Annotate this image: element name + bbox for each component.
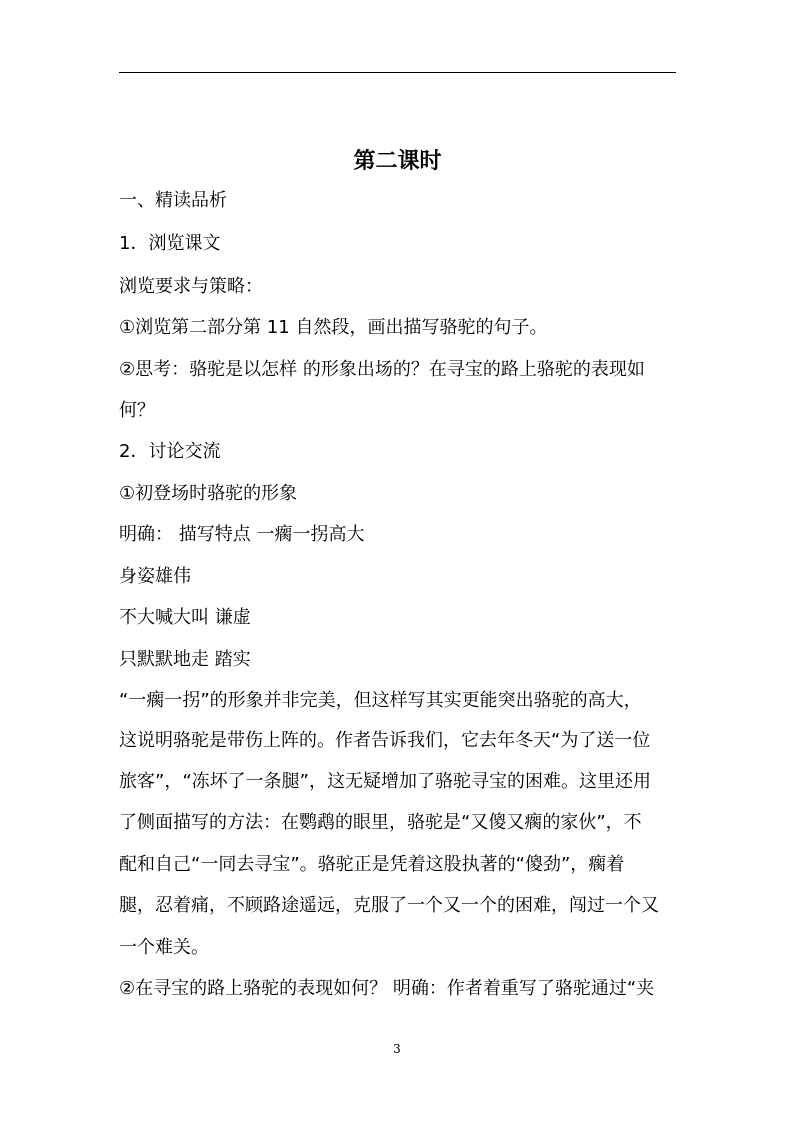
text-line: 明确： 描写特点 一瘸一拐高大 xyxy=(119,524,365,545)
text-line: “一瘸一拐”的形象并非完美，但这样写其实更能突出骆驼的高大， xyxy=(119,690,642,711)
step-heading-2: 2．讨论交流 xyxy=(119,441,221,462)
text-line: 不大喊大叫 谦虚 xyxy=(119,607,251,628)
text-line: ②思考：骆驼是以怎样 的形象出场的？在寻宝的路上骆驼的表现如 xyxy=(119,359,645,380)
text-line: 这说明骆驼是带伤上阵的。作者告诉我们，它去年冬天“为了送一位 xyxy=(119,730,651,751)
text-line: 配和自己“一同去寻宝”。骆驼正是凭着这股执著的“傻劲”，瘸着 xyxy=(119,854,625,875)
page-number: 3 xyxy=(393,1042,401,1056)
header-rule xyxy=(119,72,676,73)
text-line: 一个难关。 xyxy=(119,937,209,958)
text-line: 腿，忍着痛，不顾路途遥远，克服了一个又一个的困难，闯过一个又 xyxy=(119,895,659,916)
text-line: 只默默地走 踏实 xyxy=(119,649,251,670)
text-line: 旅客”，“冻坏了一条腿”，这无疑增加了骆驼寻宝的困难。这里还用 xyxy=(119,771,651,792)
text-line: 何？ xyxy=(119,400,155,421)
page-title: 第二课时 xyxy=(353,148,442,174)
step-heading-1: 1．浏览课文 xyxy=(119,233,221,254)
text-line: ①初登场时骆驼的形象 xyxy=(119,483,298,504)
section-heading: 一、精读品析 xyxy=(119,190,227,211)
text-line: 浏览要求与策略： xyxy=(119,276,263,297)
text-line: 了侧面描写的方法：在鹦鹉的眼里，骆驼是“又傻又瘸的家伙”，不 xyxy=(119,812,642,833)
text-line: ①浏览第二部分第 11 自然段，画出描写骆驼的句子。 xyxy=(119,317,548,338)
text-line: ②在寻宝的路上骆驼的表现如何？ 明确：作者着重写了骆驼通过“夹 xyxy=(119,978,655,999)
text-line: 身姿雄伟 xyxy=(119,566,191,587)
